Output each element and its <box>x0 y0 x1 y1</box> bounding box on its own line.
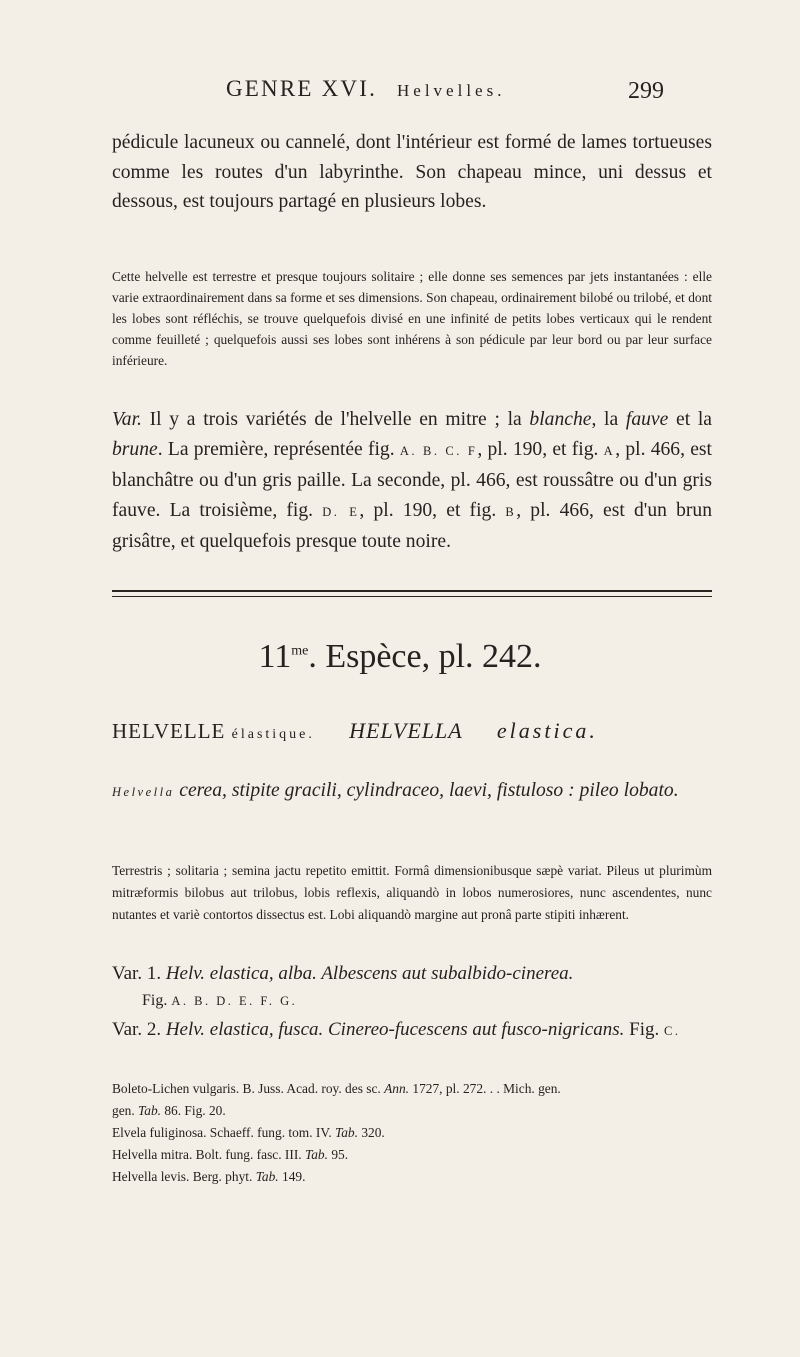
french-genus-name: HELVELLE <box>112 719 226 743</box>
var-text-4: . La première, représentée fig. <box>157 439 400 460</box>
french-epithet: élastique. <box>231 727 315 742</box>
reference-item <box>112 1122 712 1144</box>
var-text-2: , la <box>591 409 626 430</box>
variety-2 <box>112 1016 712 1045</box>
var-label: Var. <box>112 409 142 430</box>
var-fig-2: A <box>603 444 616 458</box>
reference-text: 149. <box>278 1169 306 1184</box>
var-text-8: , pl. 466, est d'un brun grisâtre, et quelquefois presque toute noire. <box>112 500 712 552</box>
var-text-6: , pl. 466, est blanchâtre ou d'un gris paille. La seconde, pl. 466, est roussâtre ou d'un gris fauve. La troisième, fig. <box>112 439 713 521</box>
variety-2-desc: fusca. Cinereo-fucescens aut fusco-nigricans. <box>273 1019 625 1040</box>
reference-text: Boleto-Lichen vulgaris. B. Juss. Acad. roy. des sc. <box>112 1081 385 1096</box>
var-figs-3: D. E <box>322 505 360 519</box>
latin-epithet: elastica. <box>496 718 598 743</box>
references-list <box>112 1078 712 1188</box>
var-text-3: et la <box>668 409 712 430</box>
variety-1-figs: A. B. D. E. F. G. <box>171 994 298 1008</box>
species-number-suffix: me <box>291 643 309 659</box>
var-text-7: , pl. 190, et fig. <box>359 500 506 521</box>
species-number: 11 <box>258 638 292 675</box>
reference-text: 95. <box>327 1147 349 1162</box>
reference-italic: Tab. <box>255 1169 279 1184</box>
var-fig-4: B <box>505 505 517 519</box>
var-text-1: Il y a trois variétés de l'helvelle en mitre ; la <box>141 409 530 430</box>
variety-1-fig-label: Fig. <box>142 992 168 1009</box>
reference-text: 86. Fig. 20. <box>161 1103 226 1118</box>
reference-italic: Tab. <box>335 1125 358 1140</box>
reference-text: Elvela fuliginosa. Schaeff. fung. tom. IV. <box>112 1125 336 1140</box>
variety-1-desc: alba. Albescens aut subalbido-cinerea. <box>273 963 574 984</box>
reference-text: 1727, pl. 272. . . Mich. gen. <box>409 1081 561 1096</box>
reference-italic: Tab. <box>305 1147 328 1162</box>
running-head-genus: GENRE XVI. <box>226 76 378 101</box>
reference-text: 320. <box>357 1125 385 1140</box>
latin-genus-name: HELVELLA <box>349 718 463 743</box>
running-head-family: Helvelles. <box>397 81 506 100</box>
variety-2-fig-label: Fig. <box>629 1019 660 1040</box>
page-number: 299 <box>628 78 664 104</box>
reference-text: Helvella levis. Berg. phyt. <box>112 1169 256 1184</box>
diagnosis-genus: Helvella <box>112 785 175 799</box>
var-blanche: blanche <box>529 409 592 430</box>
reference-item <box>112 1166 712 1188</box>
variety-1 <box>112 960 712 1015</box>
species-plate: . Espèce, pl. 242. <box>308 638 542 675</box>
variety-2-label: Var. 2. <box>112 1019 162 1040</box>
variety-1-figures <box>142 987 712 1015</box>
reference-text: Helvella mitra. Bolt. fung. fasc. III. <box>112 1147 305 1162</box>
variety-2-figs: C. <box>663 1024 681 1038</box>
variety-1-label: Var. 1. <box>112 963 162 984</box>
species-heading <box>0 638 800 676</box>
variety-2-name: Helv. elastica, <box>165 1019 274 1040</box>
reference-item <box>112 1078 712 1100</box>
lead-paragraph: pédicule lacuneux ou cannelé, dont l'intérieur est formé de lames tortueuses comme les routes d'un labyrinthe. Son chapeau mince, uni dessus et dessous, est toujours partagé en plusieurs lobes. <box>112 132 712 212</box>
var-figs-1: A. B. C. F <box>399 444 478 458</box>
diagnosis-text: cerea, stipite gracili, cylindraceo, laevi, fistuloso : pileo lobato. <box>174 780 679 801</box>
var-text-5: , pl. 190, et fig. <box>477 439 604 460</box>
reference-italic: Ann. <box>384 1081 410 1096</box>
varieties-paragraph <box>112 405 712 557</box>
reference-italic: Tab. <box>138 1103 161 1118</box>
latin-description: Terrestris ; solitaria ; semina jactu repetito emittit. Formâ dimensionibusque sæpè variat. Pileus ut plurimùm mitræformis bilobus aut trilobus, lobis reflexis, aliquandò in lobos numerosiores, nunc ascendentes, nunc nutantes et variè contortos dissectus est. Lobi aliquandò margine aut pronâ parte stipiti inhærent. <box>112 863 712 922</box>
note-paragraph: Cette helvelle est terrestre et presque toujours solitaire ; elle donne ses semences par jets instantanées : elle varie extraordinairement dans sa forme et ses dimensions. Son chapeau, ordinairement bilobé ou trilobé, et dont les lobes sont réfléchis, se trouve quelquefois divisé en une infinité de petits lobes verticaux qui le rendent comme feuilleté ; quelquefois aussi ses lobes sont inhérens à son pédicule par leur bord ou par leur surface inférieure. <box>112 269 712 368</box>
running-head <box>226 76 606 102</box>
reference-item <box>112 1100 712 1122</box>
section-divider-thick <box>112 590 712 592</box>
reference-item <box>112 1144 712 1166</box>
reference-text: gen. <box>112 1103 139 1118</box>
species-name-line <box>112 718 732 744</box>
var-fauve: fauve <box>625 409 669 430</box>
variety-1-name: Helv. elastica, <box>165 963 274 984</box>
latin-diagnosis <box>112 776 712 807</box>
section-divider-thin <box>112 596 712 597</box>
var-brune: brune <box>112 439 158 460</box>
